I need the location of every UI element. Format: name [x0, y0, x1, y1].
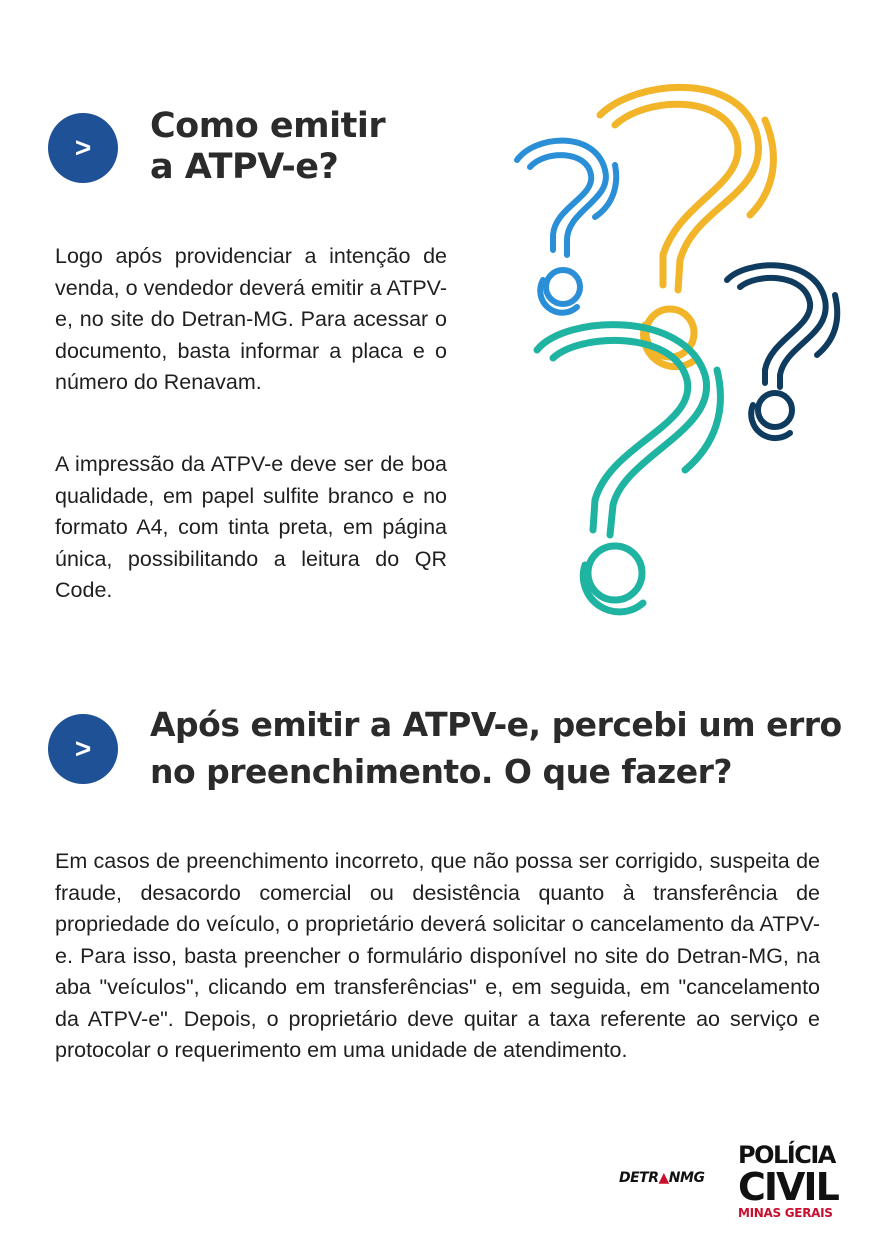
detran-mg-logo: DETR▲NMG	[619, 1170, 705, 1186]
detran-logo-mark-icon: ▲	[658, 1170, 669, 1186]
section2-title: Após emitir a ATPV-e, percebi um erro no preenchimento. O que fazer?	[150, 705, 842, 791]
section1-badge: >	[48, 113, 118, 183]
navy-question-mark-icon	[727, 265, 837, 438]
question-marks-illustration	[495, 75, 855, 625]
teal-question-mark-icon	[537, 325, 720, 612]
section1-title: Como emitir a ATPV-e?	[150, 106, 386, 187]
section1-paragraph2: A impressão da ATPV-e deve ser de boa qualidade, em papel sulfite branco e no formato A4, com tinta preta, em página única, possibilitando a leitura do QR Code.	[55, 452, 447, 602]
section2-paragraph: Em casos de preenchimento incorreto, que não possa ser corrigido, suspeita de fraude, desacordo comercial ou desistência quanto à transferência de propriedade do veículo, o proprietário deverá solicitar o cancelamento da ATPV-e. Para isso, basta preencher o formulário disponível no site do Detran-MG, na aba "veículos", clicando em transferências" e, em seguida, em "cancelamento da ATPV-e". Depois, o proprietário deve quitar a taxa referente ao serviço e protocolar o requerimento em uma unidade de atendimento.	[55, 849, 820, 1062]
section2-badge: >	[48, 714, 118, 784]
policia-civil-logo: POLÍCIA CIVIL MINAS GERAIS	[738, 1141, 838, 1220]
section1-paragraph1: Logo após providenciar a intenção de venda, o vendedor deverá emitir a ATPV-e, no site do Detran-MG. Para acessar o documento, basta informar a placa e o número do Renavam.	[55, 244, 447, 394]
blue-question-mark-icon	[517, 141, 616, 313]
